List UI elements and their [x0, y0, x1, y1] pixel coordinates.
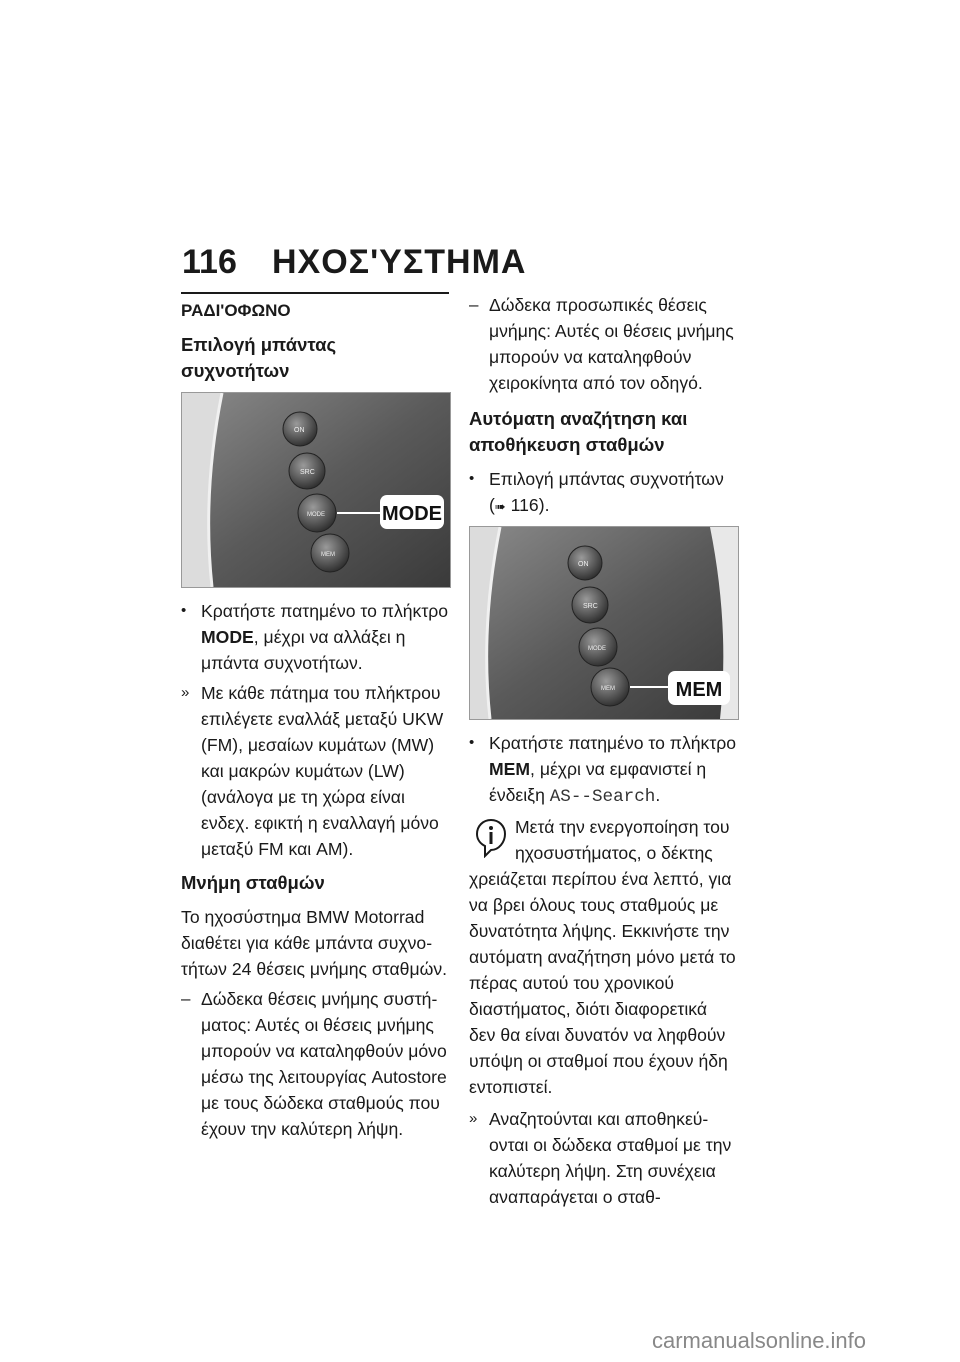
result-autostore: » Αναζητούνται και αποθηκεύονται οι δώδεκα σταθμοί με την καλύτερη λήψη. Στη συνέχεια αναπαράγεται ο σταθ-	[469, 1106, 737, 1210]
figure-mem-button	[469, 526, 739, 720]
mem-key-name: MEM	[489, 759, 531, 779]
fig-label-src: SRC	[583, 603, 598, 610]
heading-autostore: Αυτόματη αναζήτηση και αποθήκευση σταθμών	[469, 408, 688, 455]
bullet-icon: •	[181, 602, 187, 619]
step-hold-mode: • Κρατήστε πατημένο το πλήκτρο MODE, μέχρι να αλλάξει η μπάντα συχνοτήτων.	[181, 598, 449, 676]
dash-personal-presets: – Δώδεκα προσωπικές θέσεις μνήμης: Αυτές οι θέσεις μνήμης μπορούν να καταληφθούν χειροκίνητα από τον οδηγό.	[469, 292, 737, 396]
chapter-title: ΗΧΟΣ'ΥΣΤΗΜΑ	[272, 243, 527, 281]
paragraph-memory-intro: Το ηχοσύστημα BMW Motorrad διαθέτει για κάθε μπάντα συχνοτήτων 24 θέσεις μνήμης σταθμών.	[181, 907, 448, 979]
section-title: ΡΑΔΙ'ΟΦΩΝΟ	[181, 292, 449, 324]
display-readout: AS--Search	[549, 787, 656, 807]
dash-icon: –	[469, 295, 479, 314]
dash-icon: –	[181, 989, 191, 1008]
page-number: 116	[182, 243, 237, 281]
page-ref-arrow-icon: ➠	[494, 499, 506, 514]
dash-system-presets: – Δώδεκα θέσεις μνήμης συστήματος: Αυτές οι θέσεις μνήμης μπορούν να καταληφθούν μόνο μέσω της λειτουργίας Autostore με τους δώδεκα σταθμούς που έχουν την καλύτερη λήψη.	[181, 986, 449, 1142]
fig-label-mode: MODE	[307, 512, 325, 518]
fig-label-mem: MEM	[321, 552, 335, 558]
heading-band-selection: Επιλογή μπάντας συχνοτήτων	[181, 334, 337, 381]
handlebar-control-illustration	[182, 393, 450, 587]
info-note	[469, 814, 737, 1100]
callout-mode-label: MODE	[382, 503, 442, 525]
fig-label-mem: MEM	[601, 686, 615, 692]
bullet-icon: •	[469, 734, 475, 751]
step-hold-mem: • Κρατήστε πατημένο το πλήκτρο MEM, μέχρι να εμφανιστεί η ένδειξη AS--Search.	[469, 730, 737, 810]
bullet-select-band: • Επιλογή μπάντας συχνοτήτων (➠ 116).	[469, 466, 737, 520]
fig-label-mode: MODE	[588, 646, 606, 652]
result-arrow-icon: »	[469, 1110, 478, 1127]
bullet-icon: •	[469, 470, 475, 487]
right-column	[469, 292, 737, 1214]
watermark: carmanualsonline.info	[652, 1328, 867, 1353]
result-band-switch: » Με κάθε πάτημα του πλήκτρου επιλέγετε εναλλάξ μεταξύ UKW (FM), μεσαίων κυμάτων (MW) και μακρών κυμάτων (LW) (ανάλογα με τη χώρα είναι ενδεχ. εφικτή η εναλλαγή μόνο μεταξύ FM και AM).	[181, 680, 449, 862]
mode-key-name: MODE	[201, 627, 254, 647]
page-ref: 116).	[510, 495, 550, 515]
left-column	[181, 292, 449, 1146]
fig-label-src: SRC	[300, 469, 315, 476]
handlebar-control-illustration	[470, 527, 738, 719]
result-arrow-icon: »	[181, 684, 190, 701]
fig-label-on: ON	[578, 561, 589, 568]
info-icon	[475, 818, 507, 858]
fig-label-on: ON	[294, 427, 305, 434]
callout-mem-label: MEM	[675, 679, 723, 701]
note-text: Μετά την ενεργοποίηση του ηχοσυστήματος, ο δέκτης χρειάζεται περίπου ένα λεπτό, για να βρει όλους τους σταθμούς με δυνατότητα λήψης. Εκκινήστε την αυτόματη αναζήτηση μόνο μετά το πέρας αυτού του χρονικού διαστήματος, διότι διαφορετικά δεν θα είναι δυνατόν να ληφθούν υπόψη οι σταθμοί που έχουν ήδη εντοπιστεί.	[469, 817, 736, 1097]
figure-mode-button	[181, 392, 451, 588]
heading-station-memory: Μνήμη σταθμών	[181, 872, 325, 893]
